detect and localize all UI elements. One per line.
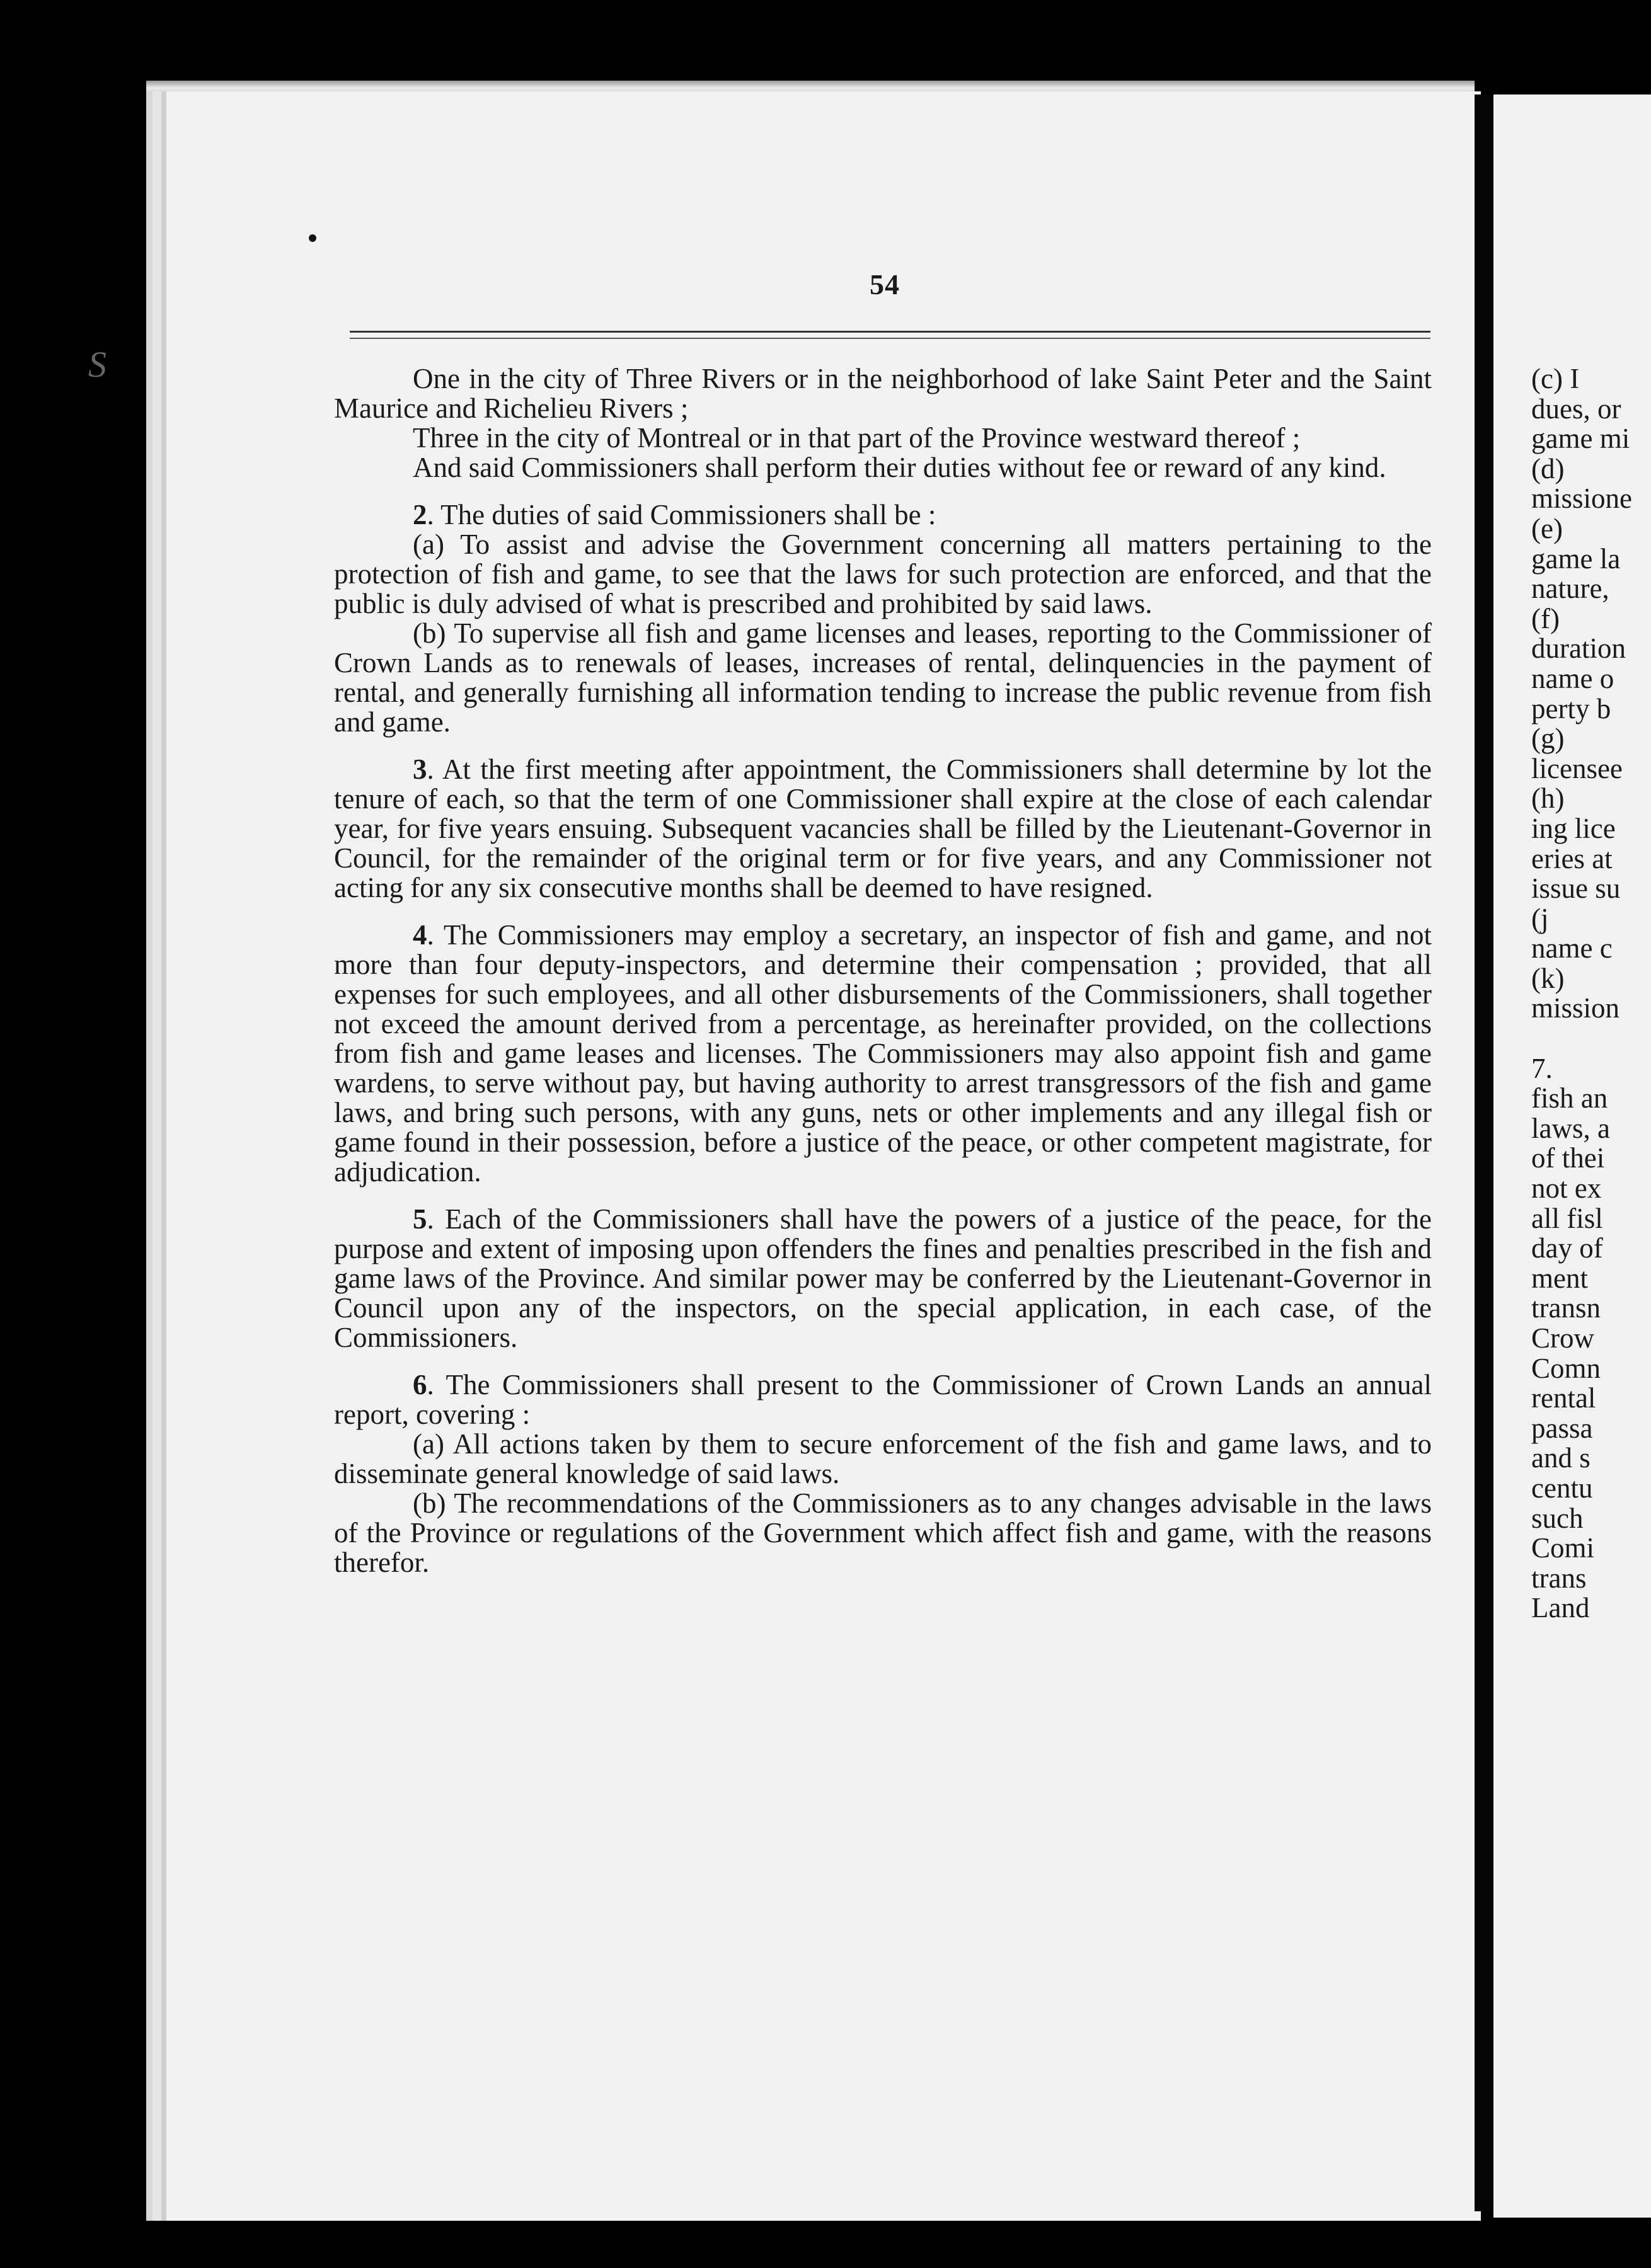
- facing-page-line: eries at: [1531, 842, 1613, 874]
- clause-6a: (a) All actions taken by them to secure enforcement of the fish and game laws, and to disseminate general knowledge of said laws.: [334, 1428, 1432, 1489]
- body-text: [334, 364, 1432, 1578]
- section-text: . At the first meeting after appointment, the Commissioners shall determine by lot the tenure of each, so that the term of one Commissioner shall expire at the close of each calendar year, for five years ensuing. Subsequent vacancies shall be filled by the Lieutenant-Governor in Council, for the remainder of the original term or for five years, and any Commissioner not acting for any six consecutive months shall be deemed to have resigned.: [334, 753, 1432, 903]
- facing-page-line: 7.: [1531, 1052, 1553, 1084]
- facing-page-line: name c: [1531, 932, 1613, 965]
- facing-page-line: such: [1531, 1502, 1584, 1534]
- section-5: [334, 1205, 1432, 1353]
- facing-page-line: transn: [1531, 1292, 1601, 1324]
- section-4: [334, 920, 1432, 1187]
- facing-page-line: game la: [1531, 542, 1621, 575]
- facing-page-line: duration: [1531, 633, 1626, 665]
- section-6: [334, 1370, 1432, 1429]
- facing-page-line: (j: [1531, 902, 1549, 934]
- ink-dot: [309, 234, 316, 242]
- section-text: . The Commissioners may employ a secretary, an inspector of fish and game, and not more than four deputy-inspectors, and determine their compensation ; provided, that all expenses for such employees, and all other disbursements of the Commissioners, shall together not exceed the amount derived from a percentage, as hereinafter provided, on the collections from fish and game leases and licenses. The Commissioners may also appoint fish and game wardens, to serve without pay, but having authority to arrest transgressors of the fish and game laws, and bring such persons, with any guns, nets or other implements and any illegal fish or game found in their possession, before a justice of the peace, or other competent magistrate, for adjudication.: [334, 919, 1432, 1188]
- facing-page-line: all fisl: [1531, 1202, 1603, 1234]
- section-text: . Each of the Commissioners shall have the powers of a justice of the peace, for the purpose and extent of imposing upon offenders the fines and penalties prescribed in the fish and game laws of the Province. And similar power may be conferred by the Lieutenant-Governor in Council upon any of the inspectors, on the special application, in each case, of the Commissioners.: [334, 1203, 1432, 1353]
- book-spine: [1475, 94, 1493, 2211]
- facing-page-line: Crow: [1531, 1322, 1594, 1354]
- section-number: 6: [413, 1369, 427, 1400]
- facing-page-line: game mi: [1531, 423, 1630, 455]
- facing-page-line: (c) I: [1531, 364, 1580, 394]
- facing-page-line: (k): [1531, 962, 1565, 994]
- facing-page-line: name o: [1531, 662, 1614, 694]
- facing-page-line: Comi: [1531, 1532, 1595, 1564]
- facing-page-line: (g): [1531, 723, 1565, 755]
- section-2: [334, 500, 1432, 530]
- facing-page-line: ment: [1531, 1262, 1588, 1294]
- section-number: 4: [413, 919, 427, 951]
- section-text: . The duties of said Commissioners shall be :: [427, 499, 936, 530]
- facing-page-line: not ex: [1531, 1172, 1602, 1205]
- facing-page-line: of thei: [1531, 1142, 1605, 1174]
- facing-page-line: [1531, 1024, 1651, 1054]
- clause-2b: (b) To supervise all fish and game licenses and leases, reporting to the Commissioner of Crown Lands as to renewals of leases, increases of rental, delinquencies in the payment of rental, and generally furnishing all information tending to increase the public revenue from fish and game.: [334, 617, 1432, 738]
- facing-page-line: issue su: [1531, 873, 1621, 905]
- facing-page-line: licensee: [1531, 752, 1623, 784]
- facing-page-line: passa: [1531, 1412, 1593, 1444]
- section-number: 5: [413, 1203, 427, 1235]
- facing-page-line: (f): [1531, 602, 1560, 634]
- clause-6b: (b) The recommendations of the Commissioners as to any changes advisable in the laws of the Province or regulations of the Government which affect fish and game, with the reasons therefor.: [334, 1487, 1432, 1578]
- facing-page-line: perty b: [1531, 692, 1611, 724]
- paragraph: Three in the city of Montreal or in that part of the Province westward thereof ;: [413, 422, 1301, 454]
- facing-page-line: (e): [1531, 512, 1563, 544]
- facing-page-line: day of: [1531, 1232, 1603, 1264]
- facing-page-line: and s: [1531, 1442, 1591, 1474]
- section-number: 3: [413, 753, 427, 785]
- facing-page-line: fish an: [1531, 1082, 1608, 1114]
- section-number: 2: [413, 499, 427, 530]
- section-3: [334, 755, 1432, 903]
- facing-page-text: [1531, 364, 1651, 1624]
- facing-page-line: dues, or: [1531, 392, 1621, 425]
- facing-page-line: trans: [1531, 1562, 1587, 1594]
- paragraph: And said Commissioners shall perform their duties without fee or reward of any kind.: [413, 452, 1386, 483]
- facing-page-line: (d): [1531, 452, 1565, 484]
- facing-page-line: nature,: [1531, 573, 1609, 605]
- header-rule: [350, 331, 1430, 333]
- header-rule-thin: [350, 338, 1430, 339]
- facing-page-line: (h): [1531, 782, 1565, 815]
- facing-page-line: centu: [1531, 1472, 1593, 1504]
- facing-page-line: Land: [1531, 1592, 1590, 1624]
- page-number: 54: [870, 268, 900, 301]
- facing-page-line: missione: [1531, 483, 1633, 515]
- facing-page-line: mission: [1531, 992, 1620, 1024]
- facing-page-line: rental: [1531, 1382, 1596, 1414]
- facing-page-line: laws, a: [1531, 1112, 1610, 1144]
- facing-page-line: Comn: [1531, 1352, 1601, 1384]
- section-text: . The Commissioners shall present to the Commissioner of Crown Lands an annual report, covering :: [334, 1369, 1432, 1430]
- clause-2a: (a) To assist and advise the Government concerning all matters pertaining to the protection of fish and game, to see that the laws for such protection are enforced, and that the public is duly advised of what is prescribed and prohibited by said laws.: [334, 529, 1432, 619]
- paragraph: One in the city of Three Rivers or in the neighborhood of lake Saint Peter and the Saint Maurice and Richelieu Rivers ;: [334, 363, 1432, 424]
- margin-mark: S: [88, 344, 106, 385]
- facing-page-line: ing lice: [1531, 812, 1616, 844]
